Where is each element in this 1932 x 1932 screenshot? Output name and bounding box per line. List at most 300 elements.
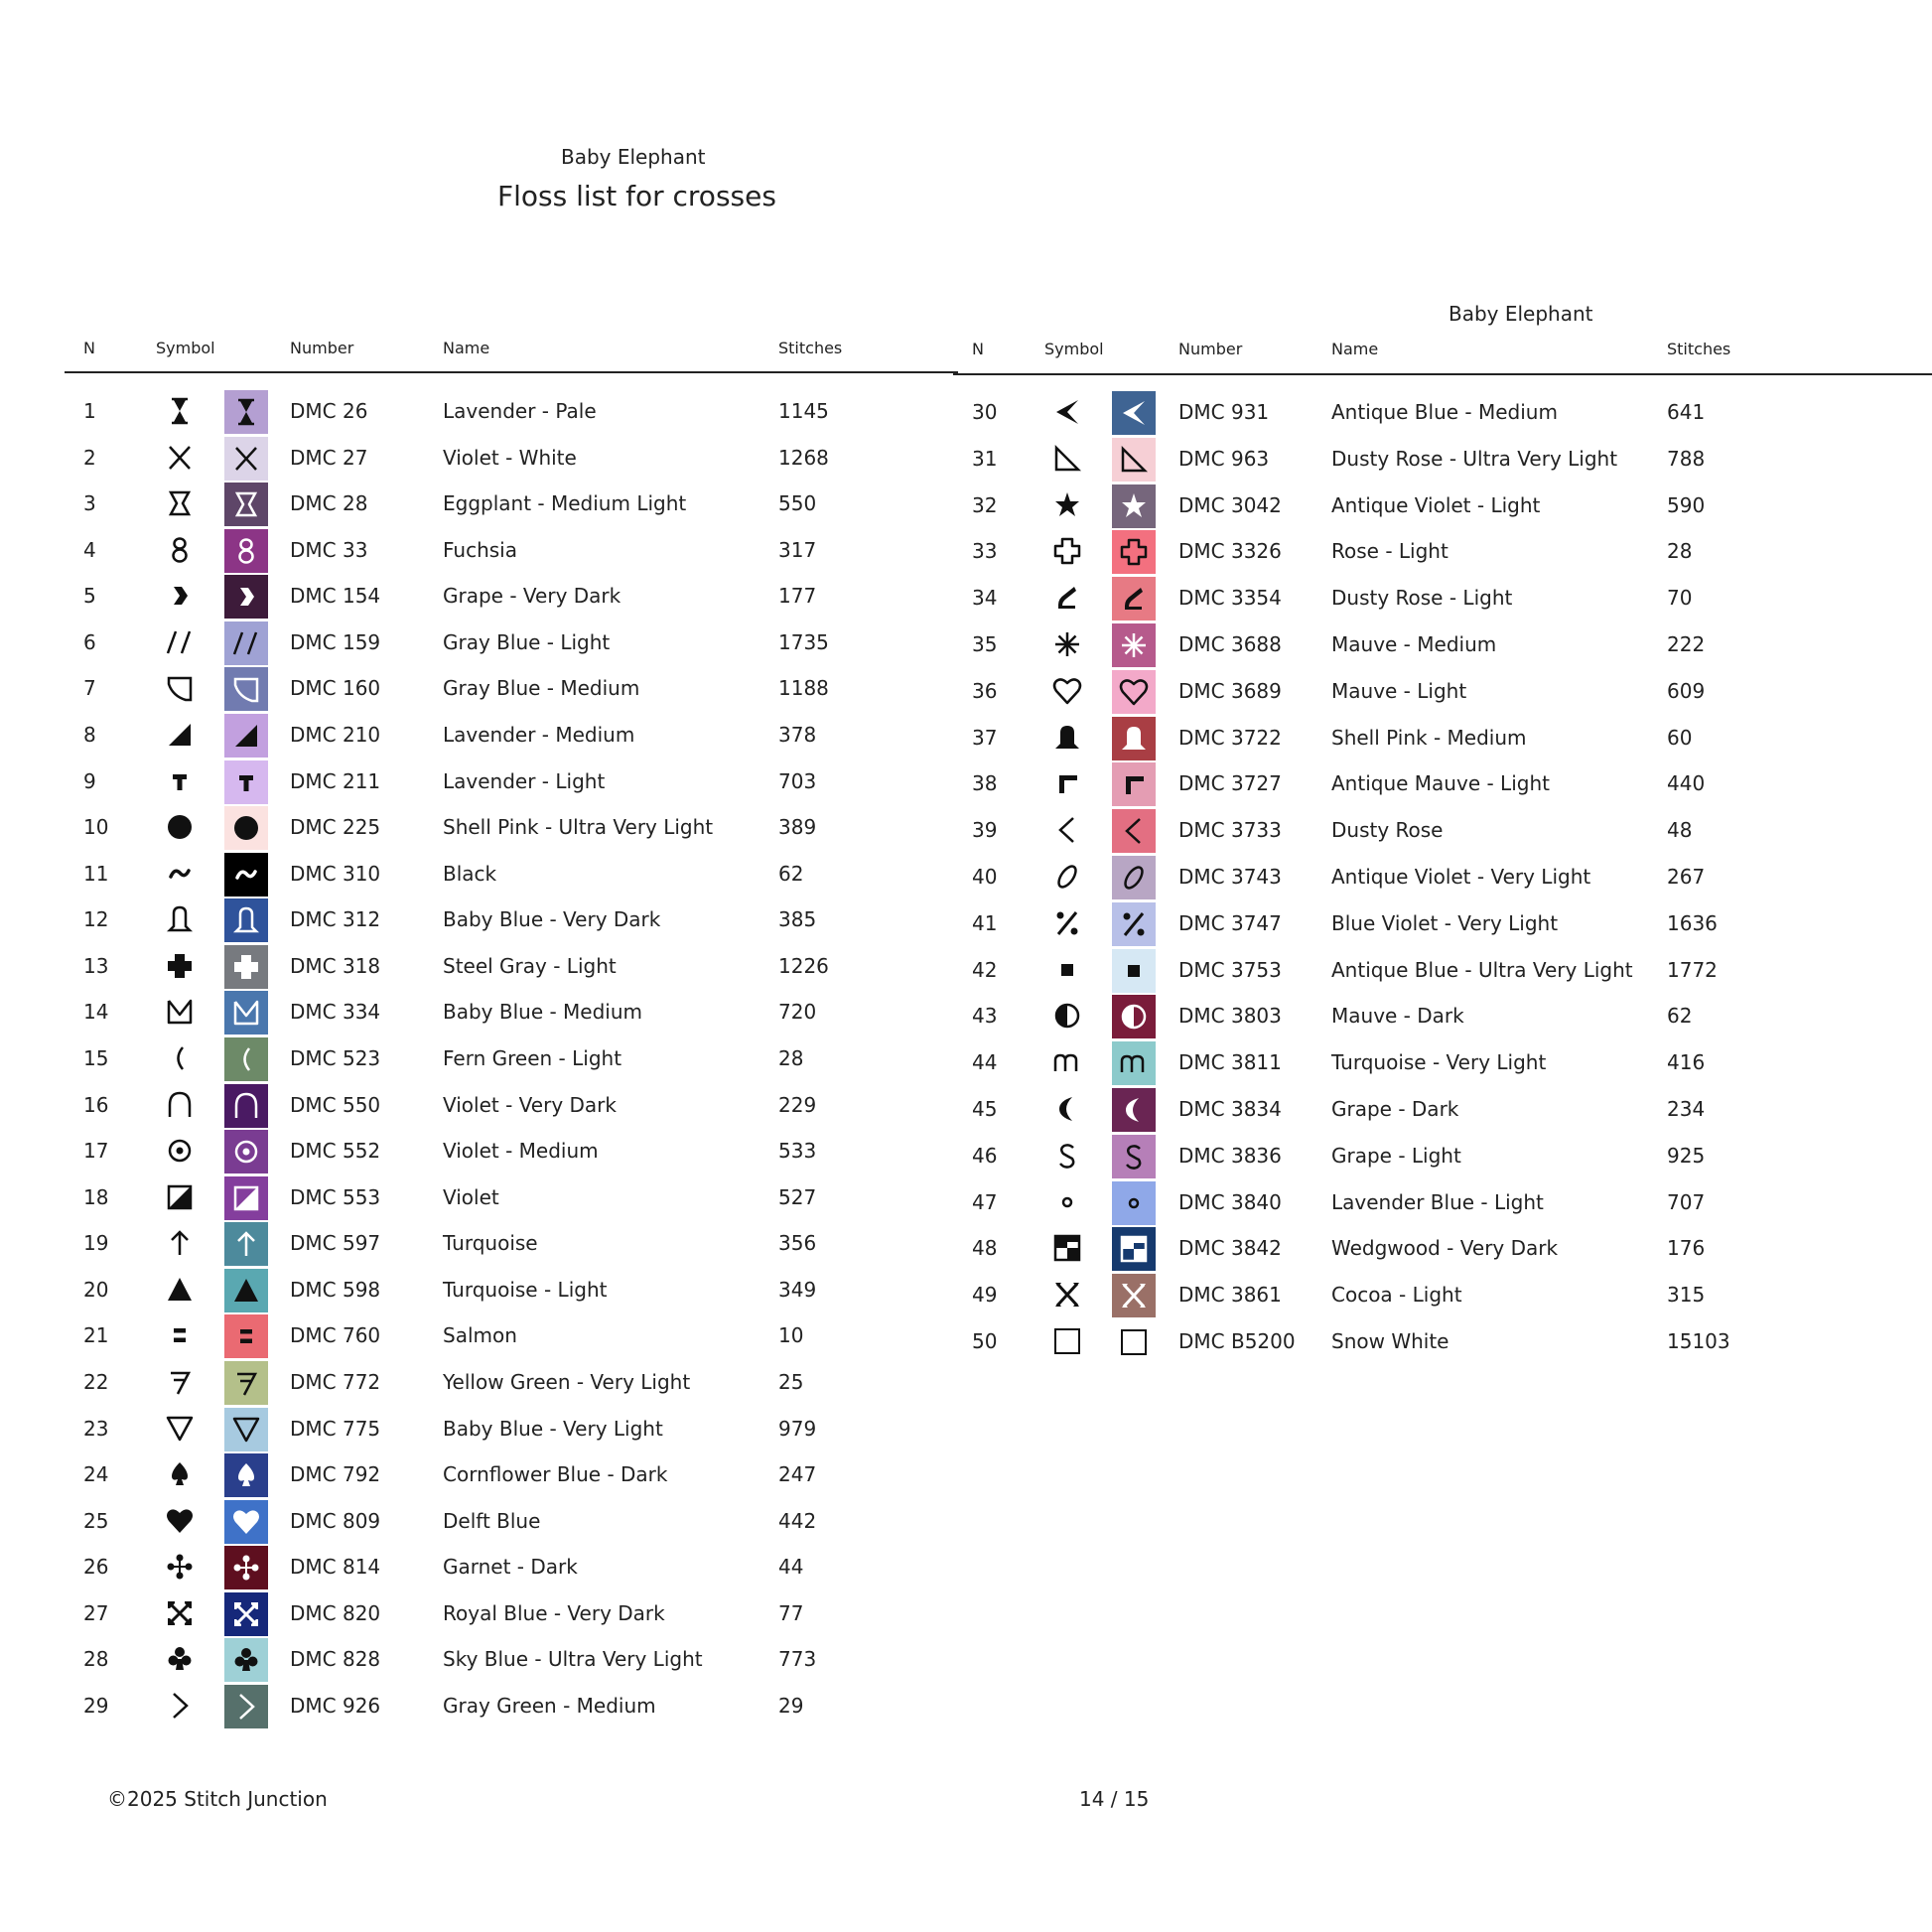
row-number: 1 xyxy=(83,399,96,423)
footer-copyright: ©2025 Stitch Junction xyxy=(107,1787,328,1811)
stitch-count: 28 xyxy=(778,1045,804,1070)
right-header-rule xyxy=(953,373,1932,375)
floss-name: Cornflower Blue - Dark xyxy=(443,1462,668,1487)
floss-number: DMC 3354 xyxy=(1178,586,1282,611)
floss-name: Shell Pink - Ultra Very Light xyxy=(443,815,714,840)
color-swatch xyxy=(1112,1227,1156,1271)
row-number: 18 xyxy=(83,1184,109,1209)
row-number: 11 xyxy=(83,861,109,886)
stitch-count: 1636 xyxy=(1667,910,1718,935)
stitch-count: 1145 xyxy=(778,399,829,423)
stitch-count: 979 xyxy=(778,1416,817,1441)
color-swatch xyxy=(1112,391,1156,435)
row-number: 7 xyxy=(83,676,96,701)
color-swatch xyxy=(224,1361,268,1405)
table-row xyxy=(0,1182,1706,1222)
color-swatch xyxy=(1112,1181,1156,1225)
color-swatch xyxy=(1112,949,1156,993)
floss-number: DMC 3861 xyxy=(1178,1283,1282,1308)
stitch-count: 28 xyxy=(1667,539,1693,564)
floss-name: Antique Blue - Medium xyxy=(1331,400,1558,424)
floss-name: Garnet - Dark xyxy=(443,1555,578,1580)
row-number: 23 xyxy=(83,1416,109,1441)
floss-name: Dusty Rose xyxy=(1331,818,1444,843)
s-letter-icon xyxy=(1045,1136,1089,1175)
row-number: 26 xyxy=(83,1555,109,1580)
stitch-count: 247 xyxy=(778,1462,817,1487)
right-triangle-icon xyxy=(1045,439,1089,479)
table-row xyxy=(0,857,1706,897)
floss-name: Blue Violet - Very Light xyxy=(1331,910,1559,935)
floss-name: Dusty Rose - Light xyxy=(1331,586,1513,611)
crescent-icon xyxy=(1045,1089,1089,1129)
row-number: 45 xyxy=(972,1097,998,1121)
stitch-count: 442 xyxy=(778,1508,817,1533)
page-subtitle: Floss list for crosses xyxy=(497,180,776,212)
floss-name: Mauve - Medium xyxy=(1331,632,1497,656)
floss-name: Fuchsia xyxy=(443,537,517,562)
floss-name: Royal Blue - Very Dark xyxy=(443,1600,665,1625)
floss-number: DMC 3836 xyxy=(1178,1143,1282,1168)
stitch-count: 44 xyxy=(778,1555,804,1580)
stitch-count: 60 xyxy=(1667,725,1693,750)
table-row xyxy=(0,578,1693,618)
less-than-icon xyxy=(1045,810,1089,850)
row-number: 4 xyxy=(83,537,96,562)
right-header-symbol: Symbol xyxy=(1044,340,1104,358)
stitch-count: 48 xyxy=(1667,818,1693,843)
floss-number: DMC 318 xyxy=(290,953,381,978)
color-swatch xyxy=(1112,902,1156,946)
stitch-count: 1188 xyxy=(778,676,829,701)
stitch-count: 15103 xyxy=(1667,1329,1730,1353)
stitch-count: 385 xyxy=(778,907,817,932)
triangle-down-icon xyxy=(158,1409,202,1449)
floss-number: DMC 931 xyxy=(1178,400,1270,424)
table-row xyxy=(0,1362,894,1402)
color-swatch xyxy=(1112,530,1156,574)
row-number: 30 xyxy=(972,400,998,424)
table-row xyxy=(0,1275,1706,1314)
floss-number: DMC 597 xyxy=(290,1231,381,1256)
pencil-icon xyxy=(1045,578,1089,618)
row-number: 36 xyxy=(972,678,998,703)
floss-number: DMC 154 xyxy=(290,584,381,609)
stitch-count: 349 xyxy=(778,1277,817,1302)
table-row xyxy=(0,392,1706,432)
table-row xyxy=(0,718,1693,758)
floss-number: DMC 828 xyxy=(290,1647,381,1672)
stitch-count: 609 xyxy=(1667,678,1706,703)
row-number: 41 xyxy=(972,910,998,935)
color-swatch xyxy=(1112,623,1156,667)
empty-square-icon xyxy=(1045,1321,1089,1361)
row-number: 27 xyxy=(83,1600,109,1625)
stitch-count: 925 xyxy=(1667,1143,1706,1168)
color-swatch xyxy=(1112,577,1156,621)
row-number: 46 xyxy=(972,1143,998,1168)
row-number: 21 xyxy=(83,1323,109,1348)
table-row xyxy=(0,1454,894,1494)
corner-icon xyxy=(1045,763,1089,803)
stitch-count: 10 xyxy=(778,1323,804,1348)
floss-number: DMC 3842 xyxy=(1178,1236,1282,1261)
floss-name: Turquoise xyxy=(443,1231,538,1256)
color-swatch xyxy=(224,1500,268,1544)
floss-name: Turquoise - Very Light xyxy=(1331,1050,1547,1075)
floss-number: DMC 3747 xyxy=(1178,910,1282,935)
table-row xyxy=(0,624,1706,664)
color-swatch xyxy=(224,1408,268,1451)
stitch-count: 1735 xyxy=(778,629,829,654)
left-header-stitches: Stitches xyxy=(778,339,843,357)
spade-icon xyxy=(158,1454,202,1494)
row-number: 13 xyxy=(83,953,109,978)
floss-number: DMC 211 xyxy=(290,768,381,793)
row-number: 19 xyxy=(83,1231,109,1256)
floss-number: DMC 3811 xyxy=(1178,1050,1282,1075)
floss-number: DMC 814 xyxy=(290,1555,381,1580)
floss-number: DMC 3840 xyxy=(1178,1189,1282,1214)
table-row xyxy=(0,1686,894,1725)
row-number: 20 xyxy=(83,1277,109,1302)
floss-name: Violet - Medium xyxy=(443,1139,599,1164)
row-number: 38 xyxy=(972,771,998,796)
color-swatch xyxy=(1112,438,1156,482)
floss-number: DMC 159 xyxy=(290,629,381,654)
row-number: 32 xyxy=(972,492,998,517)
table-row xyxy=(0,1547,894,1587)
percent-icon xyxy=(1045,903,1089,943)
floss-number: DMC 28 xyxy=(290,491,368,516)
floss-name: Lavender - Medium xyxy=(443,722,635,747)
floss-name: Salmon xyxy=(443,1323,517,1348)
floss-name: Rose - Light xyxy=(1331,539,1449,564)
left-header-n: N xyxy=(83,339,95,357)
stitch-count: 1268 xyxy=(778,445,829,470)
color-swatch xyxy=(1112,856,1156,899)
right-header-number: Number xyxy=(1178,340,1243,358)
floss-name: Dusty Rose - Ultra Very Light xyxy=(1331,446,1618,471)
left-header-name: Name xyxy=(443,339,490,357)
color-swatch xyxy=(224,1546,268,1589)
color-swatch xyxy=(1112,995,1156,1038)
right-header-stitches: Stitches xyxy=(1667,340,1731,358)
floss-number: DMC 820 xyxy=(290,1600,381,1625)
four-petal-icon xyxy=(158,1547,202,1587)
stitch-count: 440 xyxy=(1667,771,1706,796)
floss-name: Cocoa - Light xyxy=(1331,1283,1462,1308)
floss-name: Delft Blue xyxy=(443,1508,541,1533)
m-letter-icon xyxy=(1045,1042,1089,1082)
stitch-count: 176 xyxy=(1667,1236,1706,1261)
color-swatch xyxy=(224,1453,268,1497)
row-number: 3 xyxy=(83,491,96,516)
stitch-count: 317 xyxy=(778,537,817,562)
floss-number: DMC 27 xyxy=(290,445,368,470)
row-number: 44 xyxy=(972,1050,998,1075)
row-number: 6 xyxy=(83,629,96,654)
heart-filled-icon xyxy=(158,1501,202,1541)
small-circle-icon xyxy=(1045,1182,1089,1222)
floss-number: DMC 3722 xyxy=(1178,725,1282,750)
floss-name: Baby Blue - Medium xyxy=(443,1000,643,1025)
row-number: 37 xyxy=(972,725,998,750)
floss-name: Steel Gray - Light xyxy=(443,953,617,978)
left-header-symbol: Symbol xyxy=(156,339,215,357)
floss-number: DMC 3803 xyxy=(1178,1004,1282,1029)
plus-outline-icon xyxy=(1045,531,1089,571)
stitch-count: 720 xyxy=(778,1000,817,1025)
arrows-x-icon xyxy=(158,1593,202,1633)
stitch-count: 773 xyxy=(778,1647,817,1672)
table-row xyxy=(0,671,1706,711)
floss-name: Baby Blue - Very Light xyxy=(443,1416,663,1441)
table-row xyxy=(0,485,1706,525)
row-number: 49 xyxy=(972,1283,998,1308)
row-number: 35 xyxy=(972,632,998,656)
stitch-count: 222 xyxy=(1667,632,1706,656)
stitch-count: 62 xyxy=(1667,1004,1693,1029)
stitch-count: 315 xyxy=(1667,1283,1706,1308)
half-circle-icon xyxy=(1045,996,1089,1035)
floss-number: DMC 550 xyxy=(290,1092,381,1117)
color-swatch xyxy=(1112,1041,1156,1085)
color-swatch xyxy=(224,1638,268,1682)
floss-number: DMC 3688 xyxy=(1178,632,1282,656)
row-number: 43 xyxy=(972,1004,998,1029)
row-number: 42 xyxy=(972,957,998,982)
stitch-count: 1226 xyxy=(778,953,829,978)
floss-number: DMC 3733 xyxy=(1178,818,1282,843)
floss-name: Grape - Very Dark xyxy=(443,584,621,609)
stitch-count: 550 xyxy=(778,491,817,516)
stitch-count: 234 xyxy=(1667,1097,1706,1121)
color-swatch xyxy=(1112,670,1156,714)
floss-name: Gray Blue - Medium xyxy=(443,676,640,701)
floss-number: DMC 772 xyxy=(290,1369,381,1394)
row-number: 12 xyxy=(83,907,109,932)
row-number: 5 xyxy=(83,584,96,609)
table-row xyxy=(0,531,1693,571)
floss-number: DMC 775 xyxy=(290,1416,381,1441)
floss-name: Grape - Dark xyxy=(1331,1097,1459,1121)
stitch-count: 70 xyxy=(1667,586,1693,611)
floss-number: DMC 3743 xyxy=(1178,865,1282,889)
floss-number: DMC 552 xyxy=(290,1139,381,1164)
floss-number: DMC 33 xyxy=(290,537,368,562)
stitch-count: 1772 xyxy=(1667,957,1718,982)
row-number: 24 xyxy=(83,1462,109,1487)
row-number: 8 xyxy=(83,722,96,747)
small-square-icon xyxy=(1045,950,1089,990)
table-row xyxy=(0,439,1706,479)
club-icon xyxy=(158,1639,202,1679)
row-number: 28 xyxy=(83,1647,109,1672)
stitch-count: 229 xyxy=(778,1092,817,1117)
stitch-count: 267 xyxy=(1667,865,1706,889)
stitch-count: 707 xyxy=(1667,1189,1706,1214)
floss-number: DMC 792 xyxy=(290,1462,381,1487)
floss-number: DMC 334 xyxy=(290,1000,381,1025)
stitch-count: 25 xyxy=(778,1369,804,1394)
floss-number: DMC 963 xyxy=(1178,446,1270,471)
floss-name: Gray Green - Medium xyxy=(443,1693,656,1718)
stitch-count: 416 xyxy=(1667,1050,1706,1075)
floss-number: DMC 926 xyxy=(290,1693,381,1718)
floss-number: DMC 3727 xyxy=(1178,771,1282,796)
floss-name: Lavender - Light xyxy=(443,768,606,793)
stitch-count: 641 xyxy=(1667,400,1706,424)
floss-name: Lavender Blue - Light xyxy=(1331,1189,1544,1214)
color-swatch xyxy=(1112,1274,1156,1317)
stitch-count: 177 xyxy=(778,584,817,609)
star-icon xyxy=(1045,485,1089,525)
color-swatch xyxy=(224,1685,268,1728)
table-row xyxy=(0,950,1718,990)
floss-number: DMC 598 xyxy=(290,1277,381,1302)
row-number: 25 xyxy=(83,1508,109,1533)
zero-slant-icon xyxy=(1045,857,1089,897)
table-row xyxy=(0,1321,1730,1361)
row-number: 31 xyxy=(972,446,998,471)
table-row xyxy=(0,1228,1706,1268)
floss-number: DMC 225 xyxy=(290,815,381,840)
page-title: Baby Elephant xyxy=(561,145,706,169)
floss-name: Violet - White xyxy=(443,445,577,470)
color-swatch xyxy=(1112,762,1156,806)
floss-number: DMC 312 xyxy=(290,907,381,932)
floss-name: Gray Blue - Light xyxy=(443,629,611,654)
floss-number: DMC 3834 xyxy=(1178,1097,1282,1121)
color-swatch xyxy=(1112,484,1156,528)
table-row xyxy=(0,1409,894,1449)
angle-right-icon xyxy=(158,1686,202,1725)
stitch-count: 77 xyxy=(778,1600,804,1625)
floss-number: DMC 3042 xyxy=(1178,492,1282,517)
color-swatch xyxy=(1112,1320,1156,1364)
stitch-count: 703 xyxy=(778,768,817,793)
floss-name: Violet xyxy=(443,1184,499,1209)
floss-name: Yellow Green - Very Light xyxy=(443,1369,691,1394)
asterisk-icon xyxy=(1045,624,1089,664)
row-number: 2 xyxy=(83,445,96,470)
row-number: 17 xyxy=(83,1139,109,1164)
seven-icon xyxy=(158,1362,202,1402)
floss-number: DMC 553 xyxy=(290,1184,381,1209)
color-swatch xyxy=(1112,809,1156,853)
table-row xyxy=(0,1042,1706,1082)
floss-name: Eggplant - Medium Light xyxy=(443,491,687,516)
floss-name: Black xyxy=(443,861,497,886)
floss-number: DMC 3753 xyxy=(1178,957,1282,982)
floss-number: DMC 760 xyxy=(290,1323,381,1348)
table-row xyxy=(0,1593,894,1633)
stitch-count: 29 xyxy=(778,1693,804,1718)
row-number: 40 xyxy=(972,865,998,889)
stitch-count: 378 xyxy=(778,722,817,747)
checker-icon xyxy=(1045,1228,1089,1268)
color-swatch xyxy=(1112,1135,1156,1178)
floss-number: DMC 160 xyxy=(290,676,381,701)
floss-name: Shell Pink - Medium xyxy=(1331,725,1527,750)
row-number: 47 xyxy=(972,1189,998,1214)
left-header-number: Number xyxy=(290,339,354,357)
floss-name: Fern Green - Light xyxy=(443,1045,622,1070)
arrow-left-icon xyxy=(1045,392,1089,432)
floss-name: Snow White xyxy=(1331,1329,1449,1353)
stitch-count: 788 xyxy=(1667,446,1706,471)
floss-name: Antique Violet - Light xyxy=(1331,492,1541,517)
stitch-count: 527 xyxy=(778,1184,817,1209)
floss-name: Violet - Very Dark xyxy=(443,1092,617,1117)
floss-number: DMC 523 xyxy=(290,1045,381,1070)
row-number: 33 xyxy=(972,539,998,564)
table-row xyxy=(0,1639,894,1679)
stitch-count: 389 xyxy=(778,815,817,840)
right-header-name: Name xyxy=(1331,340,1379,358)
floss-name: Baby Blue - Very Dark xyxy=(443,907,661,932)
row-number: 14 xyxy=(83,1000,109,1025)
floss-number: DMC 3326 xyxy=(1178,539,1282,564)
right-table-title: Baby Elephant xyxy=(1449,302,1593,326)
row-number: 50 xyxy=(972,1329,998,1353)
table-row xyxy=(0,1501,894,1541)
heart-outline-icon xyxy=(1045,671,1089,711)
floss-name: Antique Blue - Ultra Very Light xyxy=(1331,957,1633,982)
color-swatch xyxy=(1112,1088,1156,1132)
color-swatch xyxy=(1112,717,1156,760)
floss-name: Lavender - Pale xyxy=(443,399,597,423)
floss-number: DMC 26 xyxy=(290,399,368,423)
stitch-count: 356 xyxy=(778,1231,817,1256)
floss-name: Mauve - Dark xyxy=(1331,1004,1464,1029)
row-number: 29 xyxy=(83,1693,109,1718)
table-row xyxy=(0,996,1693,1035)
row-number: 15 xyxy=(83,1045,109,1070)
x-bold-icon xyxy=(1045,1275,1089,1314)
floss-number: DMC 310 xyxy=(290,861,381,886)
floss-name: Antique Violet - Very Light xyxy=(1331,865,1591,889)
floss-name: Mauve - Light xyxy=(1331,678,1467,703)
row-number: 39 xyxy=(972,818,998,843)
table-row xyxy=(0,1136,1706,1175)
table-row xyxy=(0,1089,1706,1129)
floss-number: DMC 3689 xyxy=(1178,678,1282,703)
table-row xyxy=(0,903,1718,943)
table-row xyxy=(0,763,1706,803)
footer-page-number: 14 / 15 xyxy=(1079,1787,1150,1811)
row-number: 9 xyxy=(83,768,96,793)
left-header-rule xyxy=(65,371,958,373)
row-number: 10 xyxy=(83,815,109,840)
table-row xyxy=(0,810,1693,850)
row-number: 22 xyxy=(83,1369,109,1394)
floss-name: Antique Mauve - Light xyxy=(1331,771,1550,796)
row-number: 16 xyxy=(83,1092,109,1117)
floss-name: Sky Blue - Ultra Very Light xyxy=(443,1647,703,1672)
color-swatch xyxy=(224,1592,268,1636)
floss-number: DMC B5200 xyxy=(1178,1329,1296,1353)
floss-name: Grape - Light xyxy=(1331,1143,1461,1168)
bell-filled-icon xyxy=(1045,718,1089,758)
row-number: 48 xyxy=(972,1236,998,1261)
stitch-count: 533 xyxy=(778,1139,817,1164)
floss-name: Wedgwood - Very Dark xyxy=(1331,1236,1559,1261)
floss-number: DMC 809 xyxy=(290,1508,381,1533)
floss-name: Turquoise - Light xyxy=(443,1277,608,1302)
stitch-count: 590 xyxy=(1667,492,1706,517)
